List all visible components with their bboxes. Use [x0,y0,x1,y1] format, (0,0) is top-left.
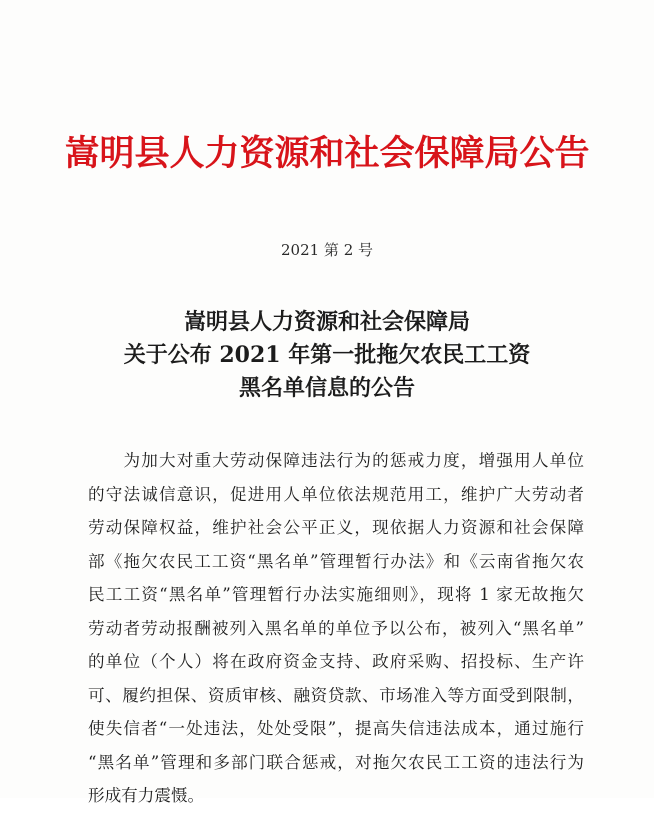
document-title [0,306,654,405]
issuer-header: 嵩明县人力资源和社会保障局公告 [64,133,590,174]
body-line: 可、履约担保、资质审核、融资贷款、市场准入等方面受到限制， [88,685,584,705]
title-line: 黑名单信息的公告 [238,375,415,401]
body-line: 民工工资“黑名单”管理暂行办法实施细则》，现将 1 家无故拖欠 [88,585,584,604]
body-line: 的守法诚信意识，促进用人单位依法规范用工，维护广大劳动者 [88,484,584,504]
body-line: 使失信者“一处违法，处处受限”，提高失信违法成本，通过施行 [88,719,584,738]
body-line: 部《拖欠农民工工资“黑名单”管理暂行办法》和《云南省拖欠农 [88,551,584,571]
body-line: 为加大对重大劳动保障违法行为的惩戒力度，增强用人单位 [88,451,584,470]
body-line: 劳动保障权益，维护社会公平正义，现依据人力资源和社会保障 [88,518,584,537]
document-number: 2021 第 2 号 [280,241,374,259]
body-line: 形成有力震慑。 [88,786,205,805]
body-line: 劳动者劳动报酬被列入黑名单的单位予以公布，被列入“黑名单” [88,618,584,638]
body-line: “黑名单”管理和多部门联合惩戒，对拖欠农民工工资的违法行为 [88,752,584,772]
title-line: 关于公布 2021 年第一批拖欠农民工工资 [123,342,531,368]
title-line: 嵩明县人力资源和社会保障局 [183,309,470,335]
body-line: 的单位（个人）将在政府资金支持、政府采购、招投标、生产许 [88,652,584,671]
body-paragraph [88,444,584,813]
